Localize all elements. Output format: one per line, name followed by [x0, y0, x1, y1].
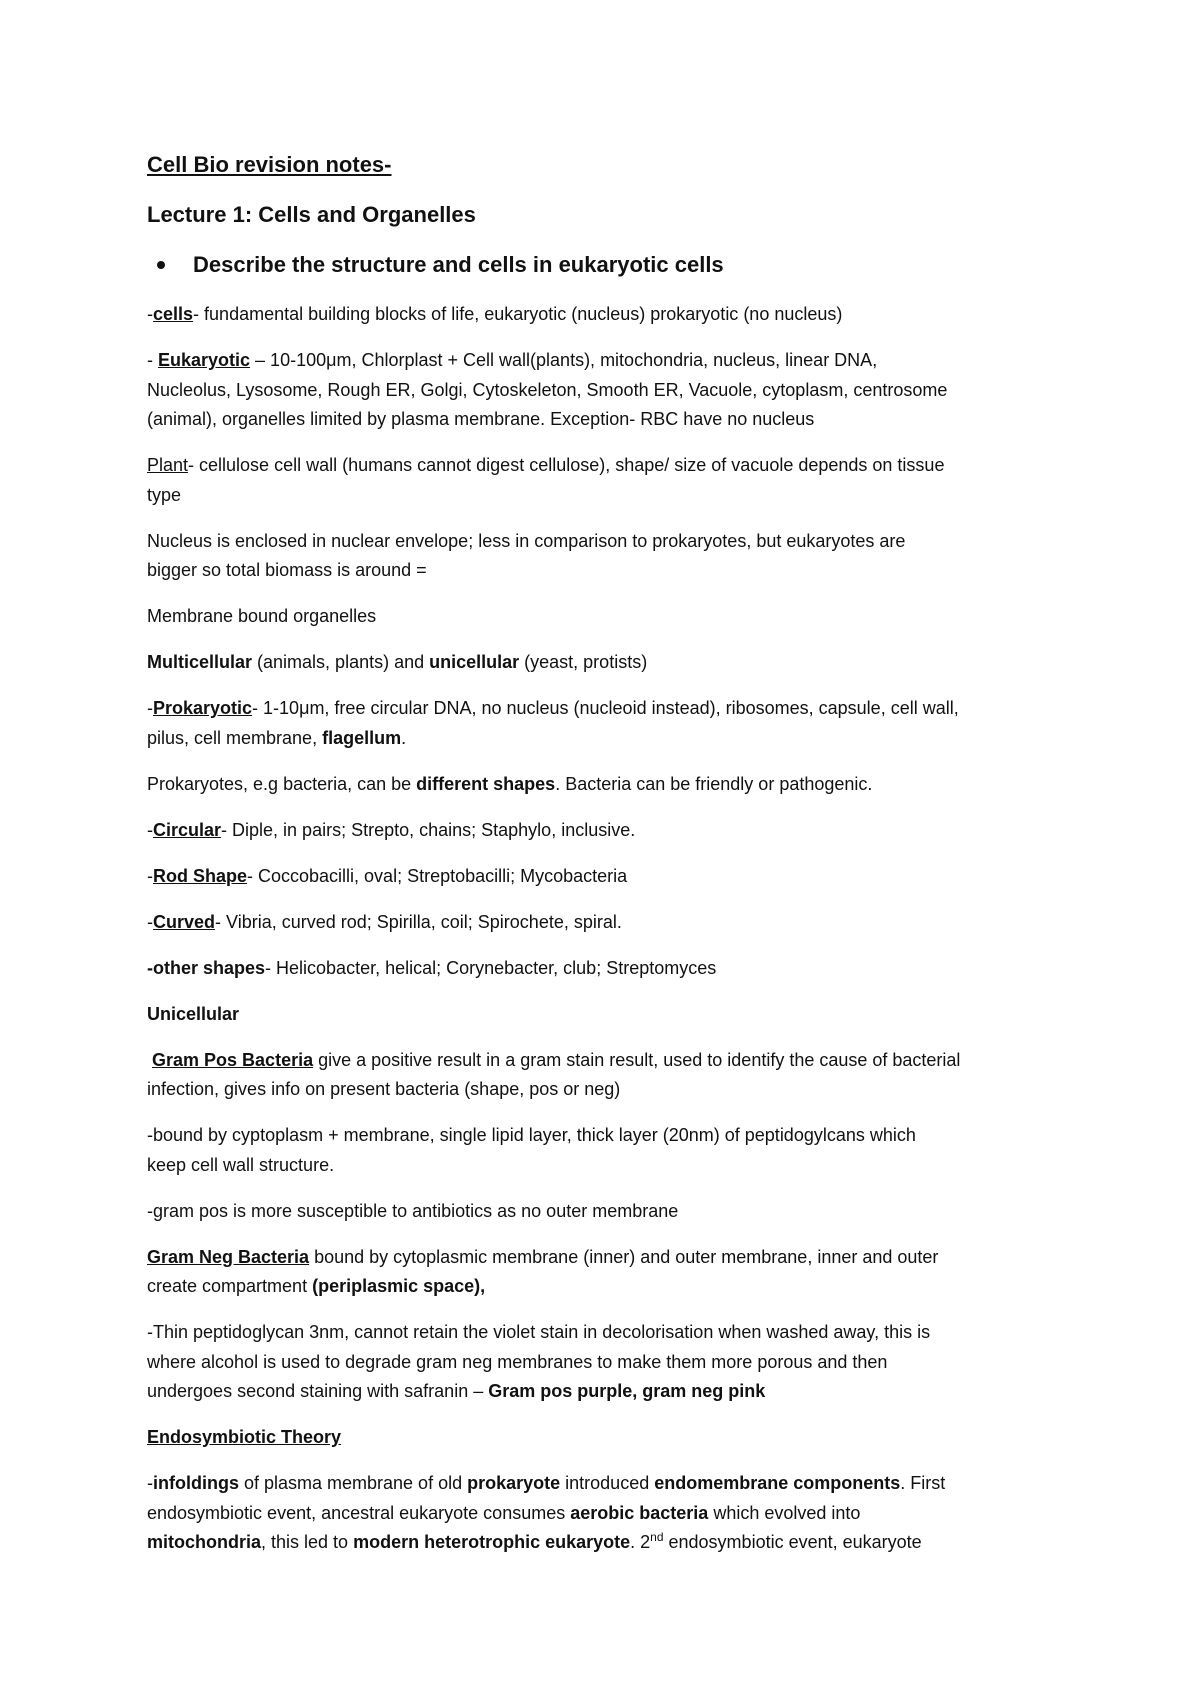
- heading-endosymbiotic: Endosymbiotic Theory: [147, 1427, 342, 1447]
- paragraph-eukaryotic: - Eukaryotic – 10-100μm, Chlorplast + Cell wall(plants), mitochondria, nucleus, linear DNA, Nucleolus, Lysosome, Rough ER, Golgi, Cytoskeleton, Smooth ER, Vacuole, cytoplasm, centrosome (animal), organelles limited by plasma membrane. Exception- RBC have no nucleus: [147, 350, 948, 429]
- term-cells: cells: [153, 304, 194, 324]
- term-prokaryotic: Prokaryotic: [153, 698, 253, 718]
- paragraph-other-shapes: -other shapes- Helicobacter, helical; Corynebacter, club; Streptomyces: [147, 957, 717, 978]
- paragraph-circular: -Circular- Diple, in pairs; Strepto, chains; Staphylo, inclusive.: [147, 819, 636, 840]
- term-plant: Plant: [147, 455, 189, 475]
- lecture-heading: Lecture 1: Cells and Organelles: [147, 202, 476, 227]
- term-gram-neg: Gram Neg Bacteria: [147, 1246, 310, 1267]
- term-gram-pos: Gram Pos Bacteria: [152, 1049, 314, 1070]
- paragraph-curved: -Curved- Vibria, curved rod; Spirilla, coil; Spirochete, spiral.: [147, 911, 622, 932]
- bullet-text: Describe the structure and cells in eukaryotic cells: [193, 252, 724, 277]
- paragraph-shapes: Prokaryotes, e.g bacteria, can be different shapes. Bacteria can be friendly or pathogenic.: [147, 773, 873, 794]
- bullet-heading: [147, 250, 1060, 280]
- term-eukaryotic: Eukaryotic: [158, 350, 251, 370]
- paragraph-bound: -bound by cyptoplasm + membrane, single lipid layer, thick layer (20nm) of peptidogylcans which keep cell wall structure.: [147, 1125, 916, 1175]
- paragraph-unicellular: Unicellular: [147, 1003, 240, 1024]
- paragraph-gram-neg: Gram Neg Bacteria bound by cytoplasmic membrane (inner) and outer membrane, inner and outer create compartment (periplasmic space),: [147, 1246, 939, 1296]
- term-other-shapes: -other shapes: [147, 957, 266, 978]
- bullet-icon: [157, 261, 165, 269]
- term-rod-shape: Rod Shape: [153, 865, 248, 886]
- paragraph-thin-peptidoglycan: -Thin peptidoglycan 3nm, cannot retain the violet stain in decolorisation when washed away, this is where alcohol is used to degrade gram neg membranes to make them more porous and then undergoes second staining with safranin – Gram pos purple, gram neg pink: [147, 1322, 931, 1401]
- paragraph-multicellular: Multicellular (animals, plants) and unicellular (yeast, protists): [147, 652, 648, 672]
- term-circular: Circular: [153, 819, 222, 840]
- paragraph-susceptible: -gram pos is more susceptible to antibiotics as no outer membrane: [147, 1200, 679, 1221]
- paragraph-membrane: Membrane bound organelles: [147, 606, 377, 626]
- paragraph-rod: -Rod Shape- Coccobacilli, oval; Streptobacilli; Mycobacteria: [147, 865, 628, 886]
- paragraph-cells: -cells- fundamental building blocks of life, eukaryotic (nucleus) prokaryotic (no nucleus): [147, 304, 843, 324]
- paragraph-nucleus: Nucleus is enclosed in nuclear envelope; less in comparison to prokaryotes, but eukaryotes are bigger so total biomass is around =: [147, 530, 906, 580]
- paragraph-prokaryotic: -Prokaryotic- 1-10μm, free circular DNA, no nucleus (nucleoid instead), ribosomes, capsule, cell wall, pilus, cell membrane, flagellum.: [147, 698, 959, 748]
- paragraph-gram-pos: Gram Pos Bacteria give a positive result in a gram stain result, used to identify the cause of bacterial infection, gives info on present bacteria (shape, pos or neg): [147, 1049, 961, 1099]
- paragraph-plant: Plant- cellulose cell wall (humans cannot digest cellulose), shape/ size of vacuole depends on tissue type: [147, 455, 945, 505]
- paragraph-endosymbiotic: -infoldings of plasma membrane of old prokaryote introduced endomembrane components. First endosymbiotic event, ancestral eukaryote consumes aerobic bacteria which evolved into mitochondria, this led to modern heterotrophic eukaryote. 2nd endosymbiotic event, eukaryote: [147, 1473, 946, 1552]
- document-title: Cell Bio revision notes-: [147, 152, 392, 177]
- term-curved: Curved: [153, 911, 216, 932]
